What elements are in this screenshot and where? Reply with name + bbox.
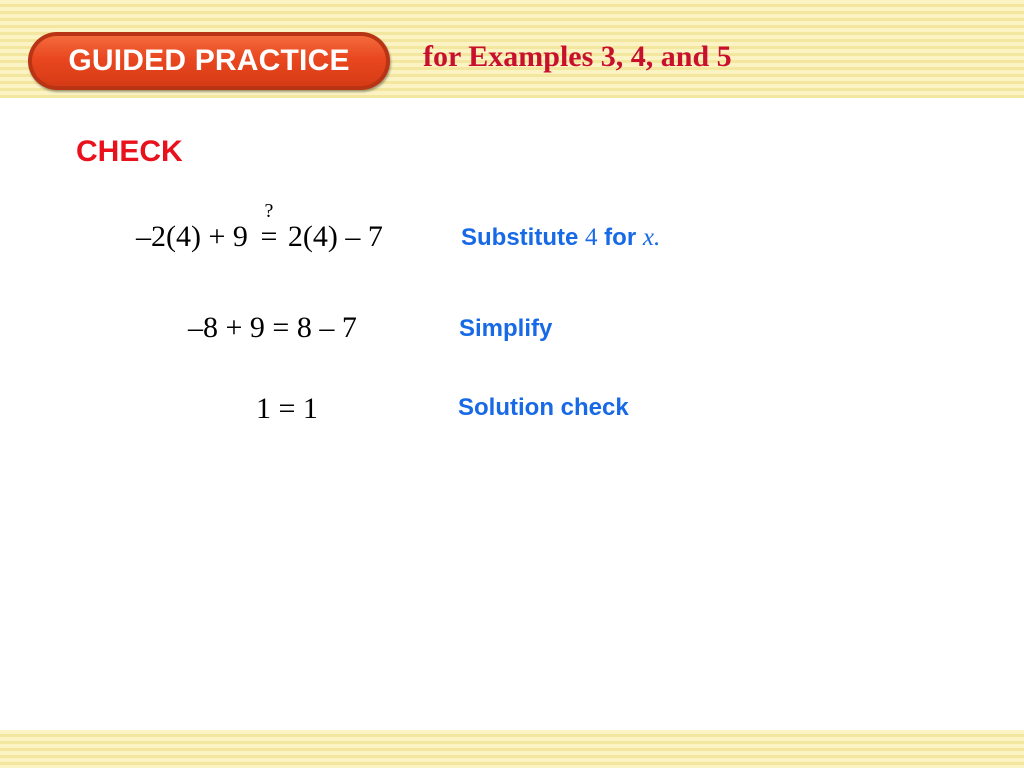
equation-step-1-left: –2(4) + 9 xyxy=(136,220,248,253)
badge-label: GUIDED PRACTICE xyxy=(68,44,350,77)
equals-sign: = xyxy=(260,220,278,253)
note-step-1-variable: x xyxy=(642,224,654,251)
equation-step-1 xyxy=(136,200,383,254)
footer-band xyxy=(0,730,1024,768)
note-step-3: Solution check xyxy=(458,394,629,421)
note-step-2: Simplify xyxy=(459,315,553,342)
note-step-1-for: for xyxy=(597,224,643,251)
badge-inner xyxy=(32,36,386,86)
check-heading: CHECK xyxy=(76,135,183,168)
header-subtitle: for Examples 3, 4, and 5 xyxy=(423,40,732,73)
guided-practice-badge xyxy=(28,32,390,90)
note-step-1-text: Substitute xyxy=(461,224,585,251)
equation-step-1-right: 2(4) – 7 xyxy=(287,220,383,253)
equation-step-3: 1 = 1 xyxy=(256,392,318,425)
note-step-1-value: 4 xyxy=(585,224,598,251)
question-mark: ? xyxy=(264,200,274,222)
note-step-1-period: . xyxy=(653,224,661,251)
equation-step-2: –8 + 9 = 8 – 7 xyxy=(188,311,357,344)
questioned-equals xyxy=(256,200,282,254)
note-step-1 xyxy=(461,224,660,252)
